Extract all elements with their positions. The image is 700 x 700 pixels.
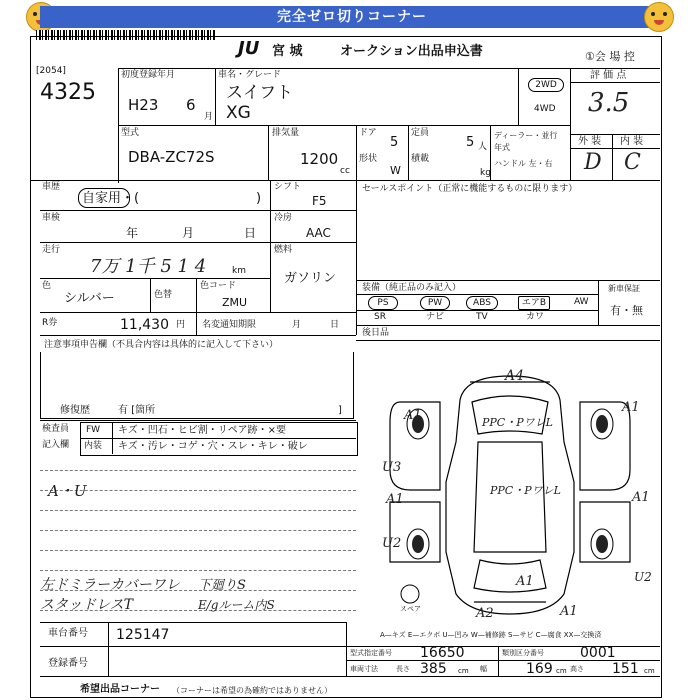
registration-year: H23 [128,96,159,114]
shift-label: シフト [274,182,302,192]
equip-airbag: エアB [518,296,550,310]
history-close: ) [256,191,262,206]
load-label: 積載 [411,154,430,164]
steering-label: ハンドル 左・右 [494,159,553,168]
note-line-3: スタッドレスT [40,597,133,613]
capacity-unit: 人 [478,142,488,152]
shape-value: W [390,164,401,177]
equip-abs: ABS [466,296,498,310]
venue-copy: ①会 場 控 [585,50,635,63]
doors-label: ドア [359,128,377,138]
equip-leather: カワ [526,312,545,322]
mark-a1-right: A1 [632,490,650,505]
mark-a4: A4 [505,368,525,384]
first-registration-label: 初度登録年月 [121,70,176,80]
score-value: 3.5 [588,88,630,118]
new-warranty-value: 有・無 [610,304,643,317]
chassis-label: 車台番号 [48,628,88,639]
ac-value: AAC [306,226,331,240]
corner-banner: 完全ゼロ切りコーナー [40,6,664,28]
equip-pw: PW [420,296,450,310]
inspector-field-label: 記入欄 [42,440,70,450]
new-warranty-label: 新車保証 [608,284,640,293]
shift-value: F5 [312,194,327,208]
model-name: スイフト [226,83,294,103]
size-label: 車両寸法 [350,665,378,673]
height-label: 高さ [570,665,584,673]
history-value: 自家用・( [82,191,140,206]
form-title: オークション出品申込書 [340,44,483,59]
color-label: 色 [42,281,52,291]
inspection-year: 年 [126,226,139,240]
damage-legend: A—キズ E—エクボ U—凹み W—補修跡 S—サビ C—腐食 XX—交換済 [380,631,602,639]
drive-4wd: 4WD [534,104,556,114]
org-name: 宮 城 [272,44,303,59]
equip-aw: AW [574,297,589,307]
specified-no-label: 型式指定番号 [350,649,392,657]
equip-navi: ナビ [426,312,445,322]
inspection-label: 車検 [42,213,61,223]
equip-sr: SR [374,312,386,322]
category-value: 0001 [580,645,616,661]
repair-value: 有 [箇所 [118,405,156,416]
equipment-label: 装備（純正品のみ記入） [362,283,462,293]
notice-label: 名変通知期限 [202,320,257,330]
recycle-value: 11,430 [120,317,169,333]
footer-note: （コーナーは希望の為確約ではありません） [172,686,332,695]
lot-code: [2054] [36,66,66,76]
mark-a1-rear: A1 [516,574,534,589]
height-unit: cm [644,667,655,675]
note-line-4: 下廻りS [198,578,246,593]
inspector-fw-label: FW [86,425,101,435]
color-code: ZMU [222,296,248,309]
mark-ppc-roof: PPC・PワレL [490,484,561,497]
color-change-label: 色替 [154,290,173,300]
width-unit: cm [556,667,567,675]
fuel-label: 燃料 [274,245,293,255]
mark-a1-rear-right: A1 [560,604,578,619]
mark-u2-left: U2 [382,536,402,551]
type-value: DBA-ZC72S [128,148,215,166]
exterior-label: 外 装 [578,136,602,147]
mark-a1-right-front: A1 [622,400,640,415]
notes-label: 注意事項申告欄（不具合内容は具体的に記入して下さい） [44,340,279,350]
mark-a1-left: A1 [386,492,404,507]
inspector-label: 検査員 [42,424,70,434]
mark-u2-right: U2 [634,570,652,584]
spare-label: スペア [400,605,421,613]
specified-no-value: 16650 [420,645,465,661]
repair-label: 修復歴 [60,405,90,416]
ju-logo: JU [238,38,260,59]
score-label: 評 価 点 [590,70,627,81]
mileage-value: 7万 1千 5 1 4 [90,256,207,277]
ac-label: 冷房 [274,213,293,223]
drive-2wd: 2WD [528,78,564,92]
notice-day: 日 [330,320,340,330]
type-label: 型式 [121,128,140,138]
plate-label: 登録番号 [48,658,88,669]
capacity-value: 5 [466,135,475,150]
displacement-unit: cc [340,166,350,176]
exterior-grade: D [584,150,602,175]
equip-ps: PS [368,296,398,310]
length-value: 385 [420,661,447,677]
length-label: 長さ [396,665,410,673]
fuel-value: ガソリン [284,271,337,286]
note-line-2: 左ドミラーカバーワレ [40,577,180,593]
inspection-month: 月 [182,226,195,240]
mark-a1-left-front: A1 [404,408,422,423]
category-label: 類別区分番号 [502,649,544,657]
inspection-day: 日 [244,226,257,240]
height-value: 151 [612,661,639,677]
capacity-label: 定員 [411,128,430,138]
length-unit: cm [458,667,469,675]
model-label: 車名・グレード [218,70,282,80]
year-label: 年式 [494,143,510,152]
inspector-interior-label: 内装 [84,441,103,451]
displacement-value: 1200 [300,150,339,168]
equip-tv: TV [476,312,488,322]
dealer-label: ディーラー・並行 [494,131,558,140]
color-code-label: 色コード [200,281,237,291]
footer-label: 希望出品コーナー [80,684,160,695]
interior-label: 内 装 [620,136,644,147]
chassis-value: 125147 [116,627,170,643]
recycle-label: R券 [42,318,58,328]
mileage-unit: km [232,266,246,276]
model-grade: XG [226,103,251,123]
displacement-label: 排気量 [272,128,300,138]
recycle-unit: 円 [176,320,186,330]
inspector-fw: キズ・凹石・ヒビ割・リペア跡・×要 [118,425,286,436]
width-value: 169 [526,661,553,677]
mark-ppc-hood: PPC・PワレL [482,416,553,429]
repair-close: ] [338,405,342,416]
shape-label: 形状 [359,154,378,164]
lot-number: 4325 [40,80,96,105]
sales-point-label: セールスポイント（正常に機能するものに限ります） [362,184,578,194]
mark-a2: A2 [476,606,494,621]
mascot-right-icon [644,2,674,32]
note-line-5: E/gルーム内S [198,598,275,612]
load-unit: kg [480,168,491,178]
rear-seat-label: 後日品 [362,328,390,338]
note-line-1: A・U [48,482,87,500]
width-label: 幅 [480,665,487,673]
interior-grade: C [624,150,641,175]
mark-u3: U3 [382,460,402,475]
month-unit: 月 [204,112,214,122]
color-value: シルバー [64,291,115,306]
doors-value: 5 [390,135,399,150]
notice-month: 月 [292,320,302,330]
inspector-interior: キズ・汚レ・コゲ・穴・スレ・キレ・破レ [118,441,308,452]
mileage-label: 走行 [42,245,61,255]
history-label: 車歴 [42,182,61,192]
registration-month: 6 [186,96,196,114]
